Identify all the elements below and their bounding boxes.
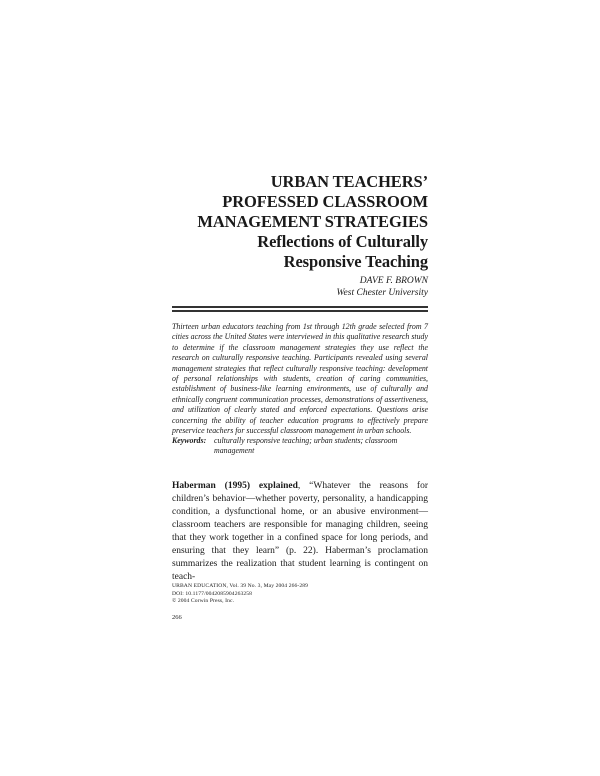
title-line-3: MANAGEMENT STRATEGIES bbox=[197, 212, 428, 231]
divider-rule-bottom bbox=[172, 310, 428, 312]
footer-copyright: © 2004 Corwin Press, Inc. bbox=[172, 598, 235, 604]
body-paragraph bbox=[172, 480, 428, 584]
body-lead-citation: Haberman (1995) explained bbox=[172, 481, 298, 491]
keywords-text: culturally responsive teaching; urban students; classroom management bbox=[214, 436, 398, 456]
author-name: DAVE F. BROWN bbox=[359, 276, 428, 286]
divider-rule-top bbox=[172, 306, 428, 308]
page-number: 266 bbox=[172, 614, 182, 621]
footer-journal: URBAN EDUCATION, Vol. 39 No. 3, May 2004 266-289 bbox=[172, 583, 309, 589]
keywords bbox=[172, 436, 428, 457]
journal-footer bbox=[172, 583, 428, 606]
author-affiliation: West Chester University bbox=[336, 288, 428, 298]
author-block bbox=[337, 275, 428, 299]
body-paragraph-text: , “Whatever the reasons for children’s behavior—whether poverty, personality, a handicapping condition, a dysfunctional home, or an abusive environment—classroom teachers are responsible for managing children, seeing that they work together in a confined space for long periods, and ensuring that they learn” (p. 22). Haberman’s proclamation summarizes the realization that student learning is contingent on teach- bbox=[172, 481, 428, 582]
subtitle-line-1: Reflections of Culturally bbox=[257, 232, 428, 251]
abstract: Thirteen urban educators teaching from 1st through 12th grade selected from 7 cities across the United States were interviewed in this qualitative research study to determine if the classroom management strategies they use reflect the research on culturally responsive teaching. Participants revealed using several management strategies that reflect culturally responsive teaching: development of personal relationships with students, creation of caring communities, establishment of business-like learning environments, use of culturally and ethnically congruent communication processes, demonstrations of assertiveness, and utilization of clearly stated and enforced expectations. Questions arise concerning the ability of teacher education programs to effectively prepare preservice teachers for successful classroom management in urban schools. bbox=[172, 322, 428, 436]
footer-doi: DOI: 10.1177/0042085904263258 bbox=[172, 590, 253, 597]
subtitle-line-2: Responsive Teaching bbox=[283, 252, 428, 271]
title-line-2: PROFESSED CLASSROOM bbox=[222, 192, 428, 211]
keywords-label: Keywords: bbox=[172, 436, 207, 445]
title-line-1: URBAN TEACHERS’ bbox=[270, 172, 428, 191]
article-title bbox=[197, 172, 428, 272]
